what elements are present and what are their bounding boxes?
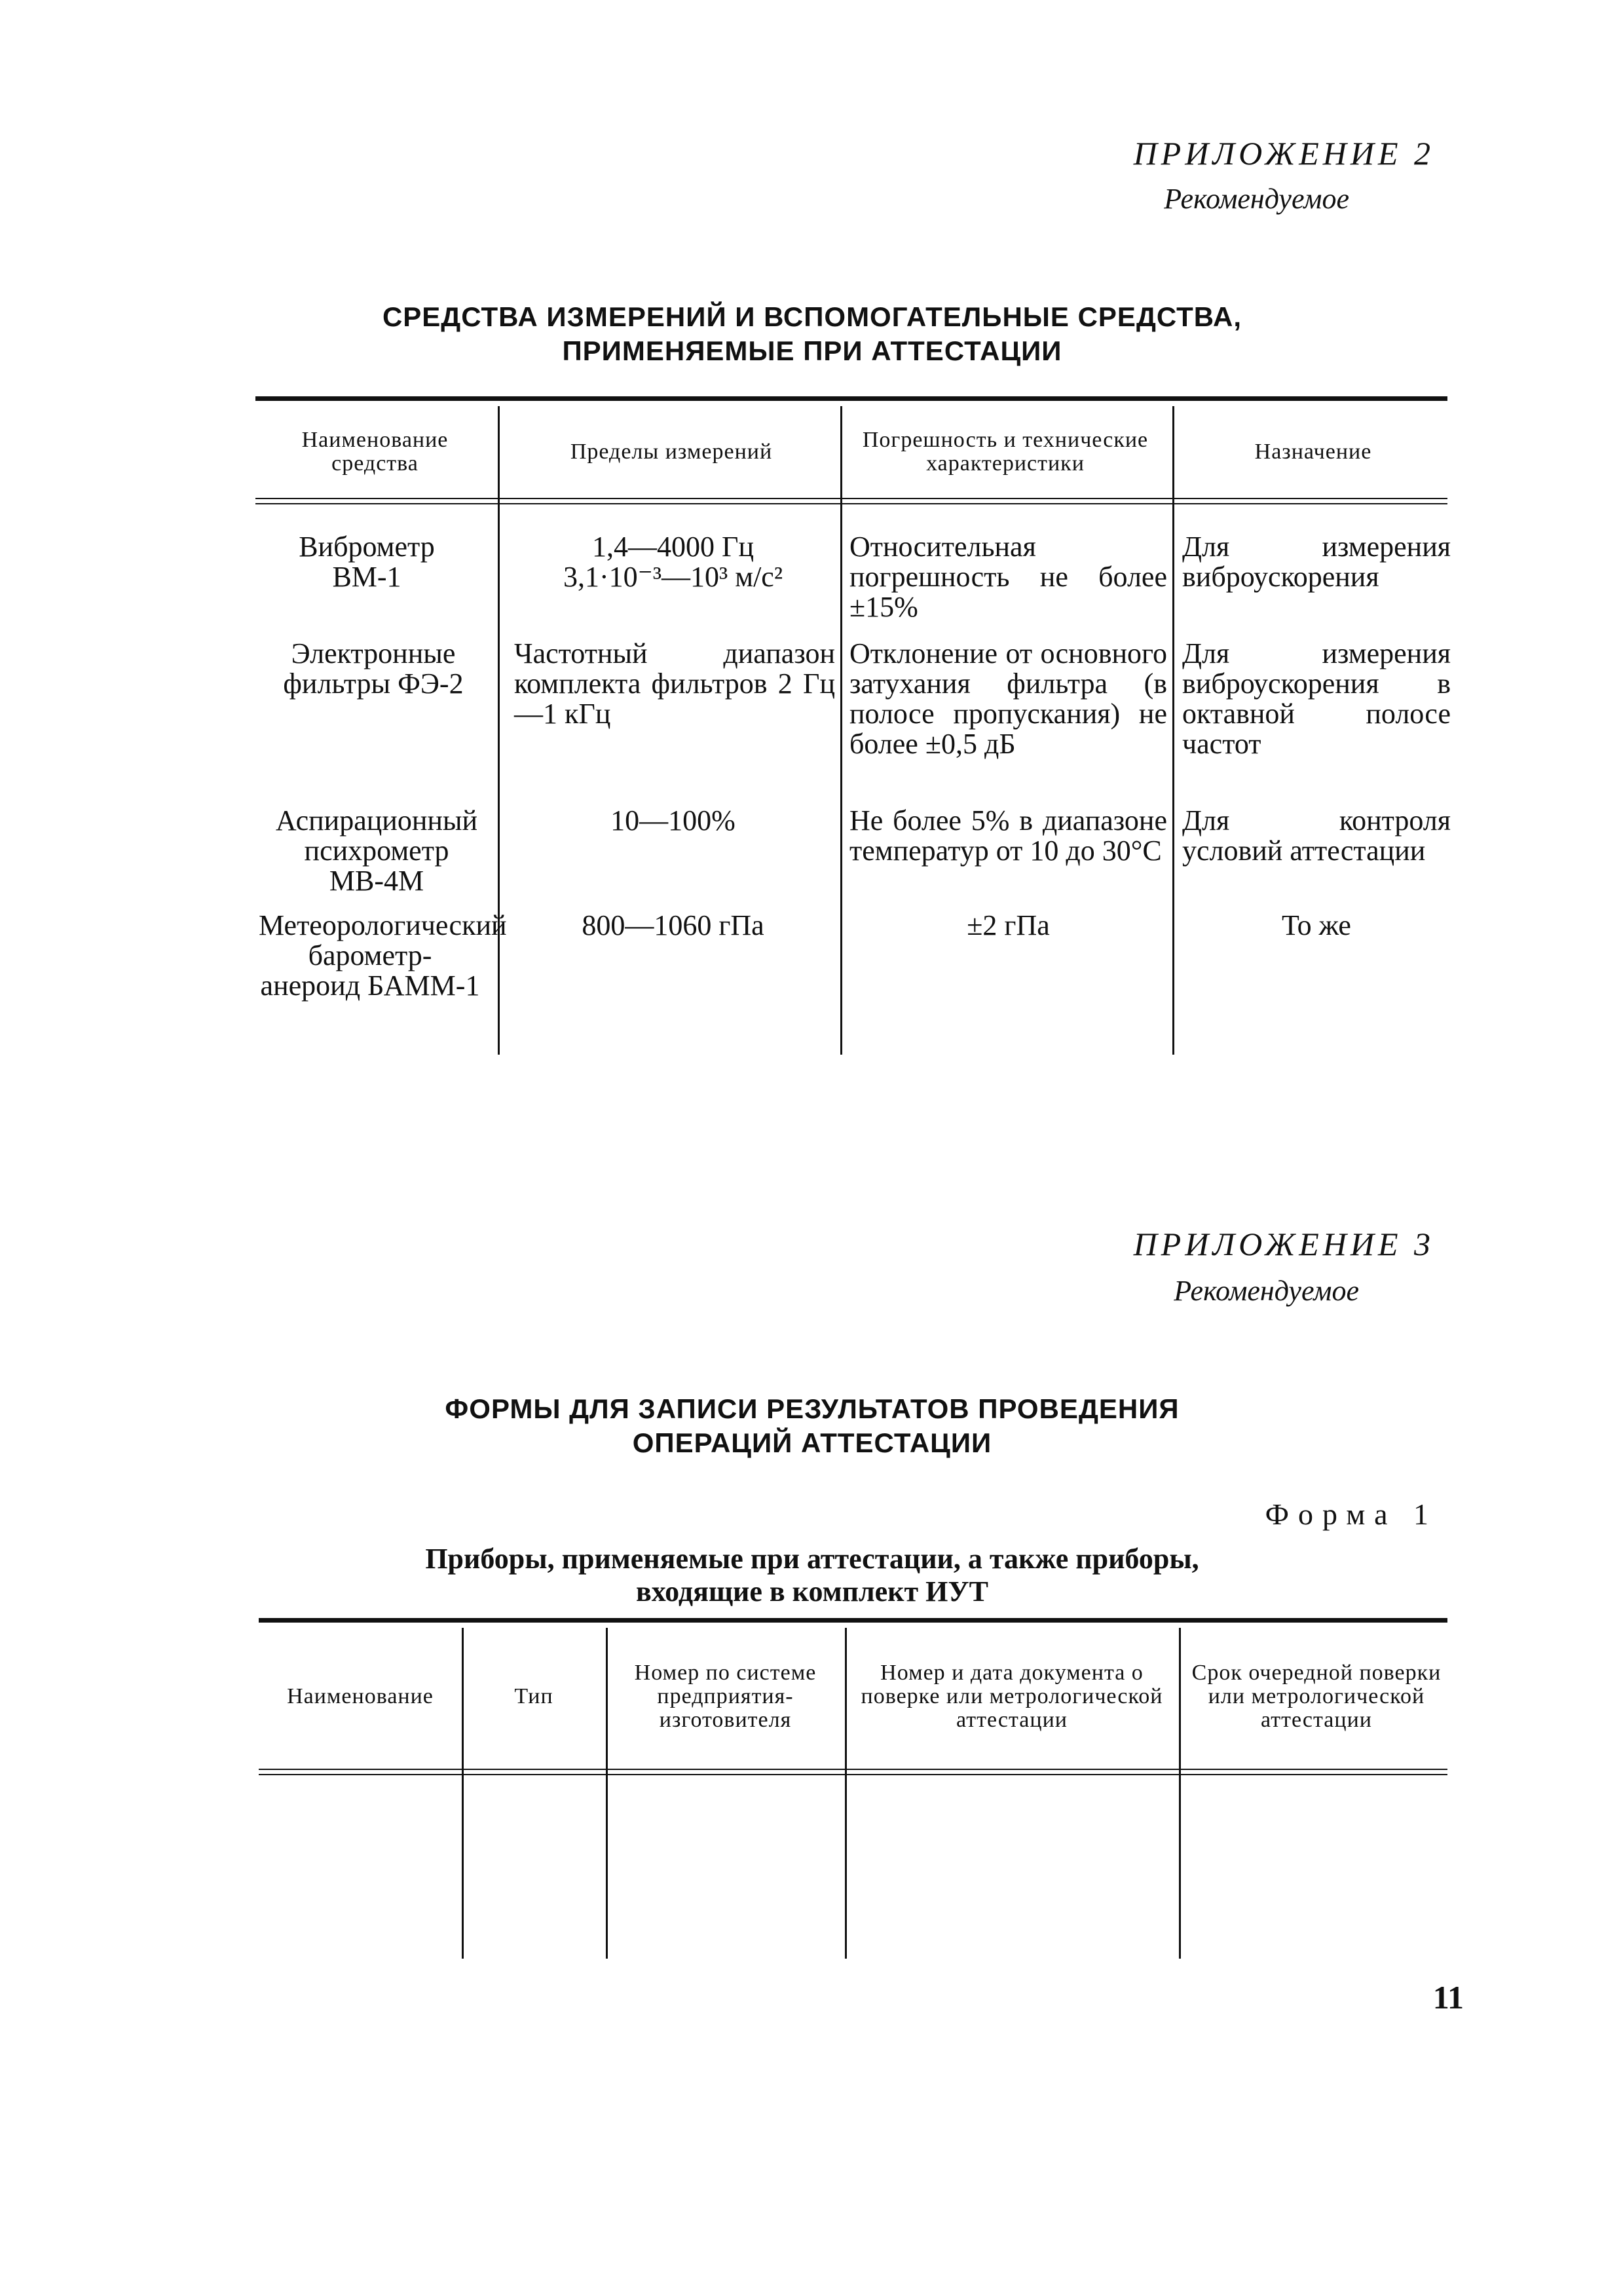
form-header-serial: Номер по системе предприятия-изготовителя (634, 1661, 817, 1732)
appendix-3-label: ПРИЛОЖЕНИЕ 3 (1133, 1226, 1434, 1262)
column-divider (1179, 1628, 1181, 1959)
appendix-2-title (196, 300, 1428, 368)
table-row-1-name: Виброметр ВМ-1 (299, 531, 435, 593)
table-row-2-accuracy: Отклонение от основного затухания фильтра (в полосе пропускания) не более ±0,5 дБ (849, 637, 1167, 760)
column-header-name: Наименование средства (301, 428, 449, 476)
table-row-4-name: Метеорологический барометр-анероид БАММ-1 (259, 909, 507, 1002)
table-row-3-name: Аспирационный психрометр МВ-4М (275, 804, 478, 897)
appendix-3-title-line1: ФОРМЫ ДЛЯ ЗАПИСИ РЕЗУЛЬТАТОВ ПРОВЕДЕНИЯ (445, 1393, 1180, 1424)
form-1-caption-line2: входящие в комплект ИУТ (636, 1575, 988, 1608)
table-row-4-accuracy: ±2 гПа (967, 909, 1050, 941)
appendix-3-title (196, 1392, 1428, 1460)
column-header-purpose: Назначение (1254, 440, 1372, 464)
column-divider (845, 1628, 847, 1959)
form-1-caption (327, 1543, 1297, 1608)
appendix-2-status: Рекомендуемое (1164, 183, 1349, 215)
table-row-1-accuracy: Относительная погрешность не более ±15% (849, 531, 1167, 623)
column-divider (606, 1628, 608, 1959)
table-row-3-range: 10—100% (610, 804, 736, 837)
appendix-2-title-line1: СРЕДСТВА ИЗМЕРЕНИЙ И ВСПОМОГАТЕЛЬНЫЕ СРЕДСТВА, (382, 301, 1242, 332)
table-row-1-range: 1,4—4000 Гц 3,1·10⁻³—10³ м/с² (563, 531, 783, 593)
column-header-range: Пределы измерений (570, 440, 773, 464)
column-header-accuracy: Погрешность и технические характеристики (862, 428, 1149, 476)
table-row-4-purpose: То же (1282, 909, 1351, 941)
form-header-certificate: Номер и дата документа о поверке или метрологической аттестации (861, 1661, 1163, 1732)
appendix-3-title-line2: ОПЕРАЦИЙ АТТЕСТАЦИИ (632, 1427, 992, 1458)
table-top-rule (255, 396, 1447, 401)
form-header-next-check: Срок очередной поверки или метрологической аттестации (1191, 1661, 1442, 1732)
table-row-3-purpose: Для контроля условий аттестации (1182, 804, 1451, 867)
table-row-3-accuracy: Не более 5% в диапазоне температур от 10 до 30°С (849, 804, 1167, 867)
form-header-type: Тип (514, 1684, 553, 1708)
appendix-2-title-line2: ПРИМЕНЯЕМЫЕ ПРИ АТТЕСТАЦИИ (562, 335, 1062, 366)
form-table-top-rule (259, 1618, 1447, 1623)
form-header-rule (259, 1769, 1447, 1775)
table-row-2-purpose: Для измерения виброускорения в октавной полосе частот (1182, 637, 1451, 760)
table-row-4-range: 800—1060 гПа (582, 909, 764, 941)
table-row-2-name: Электронные фильтры ФЭ-2 (283, 637, 464, 700)
table-row-2-range: Частотный диапазон комплекта фильтров 2 Гц—1 кГц (514, 637, 835, 730)
form-1-caption-line1: Приборы, применяемые при аттестации, а также приборы, (425, 1543, 1199, 1575)
form-header-name: Наименование (287, 1684, 434, 1708)
column-divider (462, 1628, 464, 1959)
form-1-label: Форма 1 (1265, 1497, 1438, 1531)
page-number: 11 (1432, 1979, 1464, 2016)
table-row-1-purpose: Для измерения виброускорения (1182, 531, 1451, 593)
appendix-2-label: ПРИЛОЖЕНИЕ 2 (1133, 135, 1434, 172)
appendix-3-status: Рекомендуемое (1174, 1275, 1359, 1307)
header-rule (255, 498, 1447, 504)
